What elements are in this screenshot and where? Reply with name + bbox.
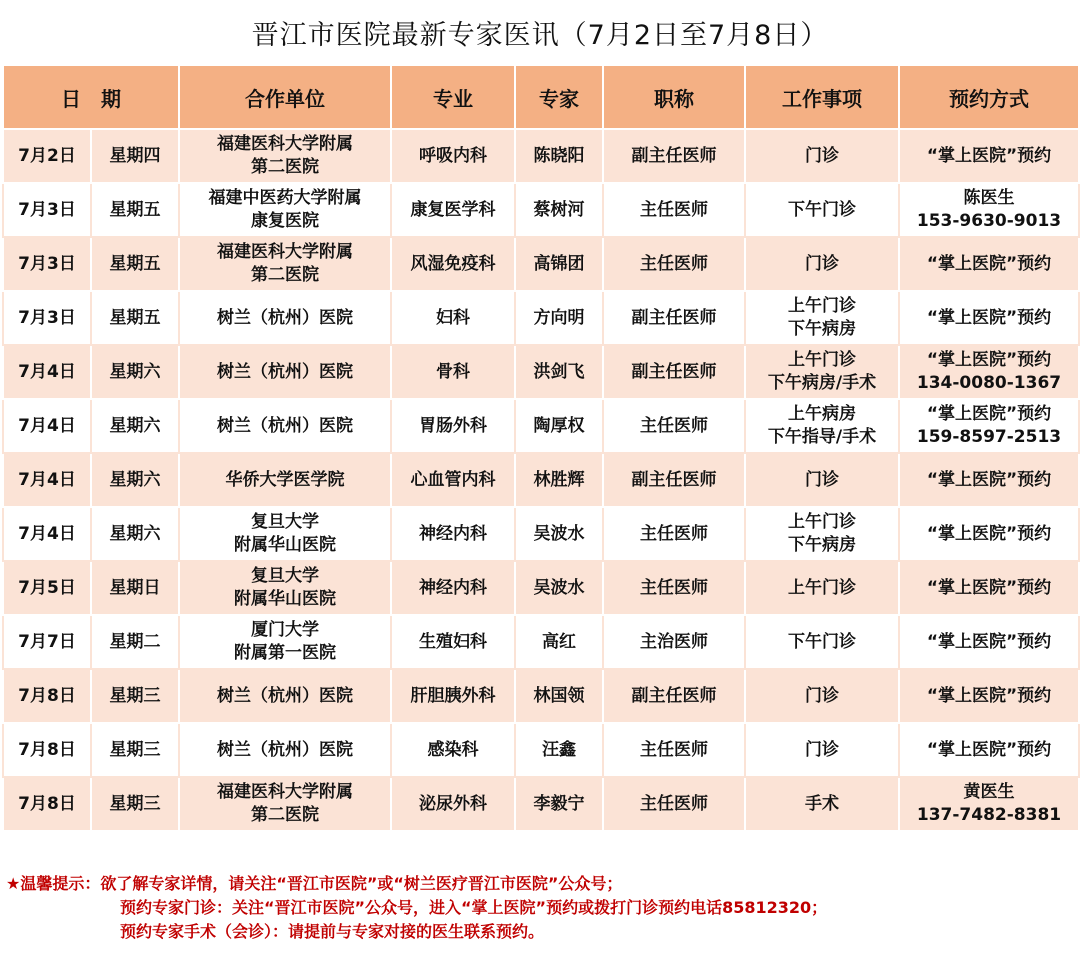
cell-unit-line: 华侨大学医学院 xyxy=(225,469,345,490)
cell-unit-line: 福建医科大学附属 xyxy=(217,134,353,154)
cell-title: 主任医师 xyxy=(603,777,745,831)
cell-task-line: 上午病房 xyxy=(788,404,856,424)
cell-booking-line: “掌上医院”预约 xyxy=(926,350,1052,370)
cell-title: 副主任医师 xyxy=(603,129,745,183)
cell-dept: 感染科 xyxy=(391,723,515,777)
cell-unit xyxy=(179,615,391,669)
cell-expert: 高锦团 xyxy=(515,237,603,291)
cell-unit xyxy=(179,237,391,291)
cell-unit-line: 第二医院 xyxy=(251,157,319,177)
cell-booking xyxy=(899,669,1079,723)
cell-unit-line: 厦门大学 xyxy=(251,620,319,640)
cell-task xyxy=(745,777,899,831)
cell-weekday: 星期六 xyxy=(91,345,179,399)
cell-task-line: 门诊 xyxy=(805,739,839,760)
table-row xyxy=(3,723,1079,777)
cell-task xyxy=(745,615,899,669)
cell-dept: 胃肠外科 xyxy=(391,399,515,453)
cell-expert: 吴波水 xyxy=(515,507,603,561)
cell-unit-line: 福建医科大学附属 xyxy=(217,242,353,262)
cell-title: 主任医师 xyxy=(603,183,745,237)
star-icon: ★ xyxy=(6,874,21,893)
cell-booking xyxy=(899,615,1079,669)
cell-unit xyxy=(179,723,391,777)
cell-dept: 骨科 xyxy=(391,345,515,399)
cell-booking xyxy=(899,129,1079,183)
cell-title: 主任医师 xyxy=(603,399,745,453)
cell-date: 7月8日 xyxy=(3,777,91,831)
cell-date: 7月8日 xyxy=(3,723,91,777)
cell-weekday: 星期六 xyxy=(91,507,179,561)
cell-expert: 陈晓阳 xyxy=(515,129,603,183)
cell-booking xyxy=(899,291,1079,345)
cell-task-line: 门诊 xyxy=(805,469,839,490)
cell-dept: 呼吸内科 xyxy=(391,129,515,183)
cell-unit-line: 附属华山医院 xyxy=(234,589,336,609)
cell-task xyxy=(745,129,899,183)
cell-task xyxy=(745,345,899,399)
cell-date: 7月5日 xyxy=(3,561,91,615)
cell-booking xyxy=(899,345,1079,399)
cell-expert: 吴波水 xyxy=(515,561,603,615)
cell-task-line: 下午病房/手术 xyxy=(767,373,877,393)
cell-date: 7月7日 xyxy=(3,615,91,669)
table-row xyxy=(3,291,1079,345)
cell-unit-line: 树兰（杭州）医院 xyxy=(217,685,353,706)
cell-dept: 泌尿外科 xyxy=(391,777,515,831)
cell-title: 主任医师 xyxy=(603,237,745,291)
table-row xyxy=(3,237,1079,291)
cell-booking-line: “掌上医院”预约 xyxy=(926,307,1052,328)
cell-task xyxy=(745,453,899,507)
cell-task xyxy=(745,507,899,561)
cell-unit-line: 附属华山医院 xyxy=(234,535,336,555)
cell-date: 7月3日 xyxy=(3,237,91,291)
cell-expert: 汪鑫 xyxy=(515,723,603,777)
cell-weekday: 星期六 xyxy=(91,399,179,453)
cell-unit-line: 附属第一医院 xyxy=(234,643,336,663)
cell-task-line: 上午门诊 xyxy=(788,350,856,370)
header-booking: 预约方式 xyxy=(899,65,1079,129)
cell-booking-line: “掌上医院”预约 xyxy=(926,523,1052,544)
cell-booking xyxy=(899,723,1079,777)
cell-booking-line: “掌上医院”预约 xyxy=(926,577,1052,598)
cell-booking-line: 137-7482-8381 xyxy=(916,805,1062,825)
cell-dept: 肝胆胰外科 xyxy=(391,669,515,723)
cell-task-line: 上午门诊 xyxy=(788,512,856,532)
header-dept: 专业 xyxy=(391,65,515,129)
cell-dept: 康复医学科 xyxy=(391,183,515,237)
cell-booking-line: 159-8597-2513 xyxy=(916,427,1062,447)
table-row xyxy=(3,669,1079,723)
cell-task xyxy=(745,399,899,453)
cell-booking xyxy=(899,507,1079,561)
cell-expert: 蔡树河 xyxy=(515,183,603,237)
table-row xyxy=(3,399,1079,453)
cell-title: 副主任医师 xyxy=(603,669,745,723)
cell-date: 7月4日 xyxy=(3,507,91,561)
cell-weekday: 星期三 xyxy=(91,669,179,723)
cell-unit xyxy=(179,561,391,615)
cell-task xyxy=(745,237,899,291)
cell-unit-line: 复旦大学 xyxy=(251,566,319,586)
cell-unit-line: 第二医院 xyxy=(251,265,319,285)
cell-dept: 风湿免疫科 xyxy=(391,237,515,291)
cell-title: 副主任医师 xyxy=(603,345,745,399)
cell-weekday: 星期五 xyxy=(91,291,179,345)
cell-booking xyxy=(899,561,1079,615)
cell-unit xyxy=(179,183,391,237)
footer-line-2: 预约专家门诊：关注“晋江市医院”公众号，进入“掌上医院”预约或拨打门诊预约电话85812320； xyxy=(120,898,828,917)
cell-title: 主治医师 xyxy=(603,615,745,669)
cell-title: 副主任医师 xyxy=(603,291,745,345)
cell-task-line: 下午门诊 xyxy=(788,199,856,220)
cell-dept: 神经内科 xyxy=(391,507,515,561)
cell-booking-line: “掌上医院”预约 xyxy=(926,739,1052,760)
header-unit: 合作单位 xyxy=(179,65,391,129)
header-task: 工作事项 xyxy=(745,65,899,129)
cell-weekday: 星期三 xyxy=(91,723,179,777)
cell-title: 主任医师 xyxy=(603,507,745,561)
table-header-row xyxy=(3,65,1079,129)
header-date: 日 期 xyxy=(3,65,179,129)
cell-unit-line: 康复医院 xyxy=(251,211,319,231)
cell-unit-line: 树兰（杭州）医院 xyxy=(217,361,353,382)
cell-unit-line: 复旦大学 xyxy=(251,512,319,532)
cell-date: 7月3日 xyxy=(3,183,91,237)
cell-task xyxy=(745,183,899,237)
cell-booking xyxy=(899,183,1079,237)
table-row xyxy=(3,129,1079,183)
cell-booking-line: 134-0080-1367 xyxy=(916,373,1062,393)
cell-task xyxy=(745,669,899,723)
cell-booking-line: 153-9630-9013 xyxy=(916,211,1062,231)
cell-task-line: 手术 xyxy=(805,793,839,814)
footer-line-1-text: 温馨提示：欲了解专家详情，请关注“晋江市医院”或“树兰医疗晋江市医院”公众号； xyxy=(20,874,623,893)
cell-unit xyxy=(179,129,391,183)
cell-booking xyxy=(899,777,1079,831)
cell-weekday: 星期四 xyxy=(91,129,179,183)
cell-task-line: 上午门诊 xyxy=(788,577,856,598)
cell-unit xyxy=(179,777,391,831)
cell-booking-line: “掌上医院”预约 xyxy=(926,631,1052,652)
page-title: 晋江市医院最新专家医讯（7月2日至7月8日） xyxy=(251,19,829,51)
cell-booking-line: “掌上医院”预约 xyxy=(926,469,1052,490)
table-row xyxy=(3,615,1079,669)
cell-date: 7月4日 xyxy=(3,345,91,399)
cell-task-line: 下午病房 xyxy=(788,319,856,339)
cell-expert: 洪剑飞 xyxy=(515,345,603,399)
cell-unit xyxy=(179,345,391,399)
cell-booking-line: “掌上医院”预约 xyxy=(926,685,1052,706)
cell-booking xyxy=(899,399,1079,453)
cell-dept: 生殖妇科 xyxy=(391,615,515,669)
cell-task-line: 下午指导/手术 xyxy=(767,427,877,447)
cell-unit xyxy=(179,291,391,345)
cell-dept: 心血管内科 xyxy=(391,453,515,507)
cell-weekday: 星期二 xyxy=(91,615,179,669)
cell-expert: 方向明 xyxy=(515,291,603,345)
cell-expert: 林国领 xyxy=(515,669,603,723)
cell-task-line: 上午门诊 xyxy=(788,296,856,316)
cell-unit xyxy=(179,399,391,453)
table-row xyxy=(3,453,1079,507)
cell-booking-line: 陈医生 xyxy=(963,188,1015,208)
cell-booking-line: “掌上医院”预约 xyxy=(926,404,1052,424)
cell-task-line: 门诊 xyxy=(805,685,839,706)
cell-expert: 李毅宁 xyxy=(515,777,603,831)
cell-weekday: 星期日 xyxy=(91,561,179,615)
expert-schedule-table xyxy=(2,64,1080,832)
table-row xyxy=(3,777,1079,831)
cell-task xyxy=(745,291,899,345)
cell-unit xyxy=(179,669,391,723)
cell-task xyxy=(745,723,899,777)
table-row xyxy=(3,345,1079,399)
cell-unit-line: 树兰（杭州）医院 xyxy=(217,307,353,328)
cell-unit-line: 树兰（杭州）医院 xyxy=(217,415,353,436)
table-body xyxy=(3,129,1079,831)
cell-booking-line: “掌上医院”预约 xyxy=(926,253,1052,274)
cell-weekday: 星期五 xyxy=(91,183,179,237)
cell-unit-line: 福建中医药大学附属 xyxy=(208,188,362,208)
footer-line-1 xyxy=(4,872,1076,896)
cell-expert: 林胜辉 xyxy=(515,453,603,507)
cell-date: 7月4日 xyxy=(3,453,91,507)
cell-date: 7月8日 xyxy=(3,669,91,723)
cell-weekday: 星期五 xyxy=(91,237,179,291)
cell-booking xyxy=(899,237,1079,291)
table-row xyxy=(3,561,1079,615)
cell-task-line: 门诊 xyxy=(805,145,839,166)
cell-weekday: 星期六 xyxy=(91,453,179,507)
cell-unit-line: 树兰（杭州）医院 xyxy=(217,739,353,760)
cell-task-line: 下午门诊 xyxy=(788,631,856,652)
cell-date: 7月3日 xyxy=(3,291,91,345)
cell-expert: 高红 xyxy=(515,615,603,669)
cell-unit-line: 第二医院 xyxy=(251,805,319,825)
cell-date: 7月2日 xyxy=(3,129,91,183)
cell-unit xyxy=(179,507,391,561)
cell-expert: 陶厚权 xyxy=(515,399,603,453)
cell-title: 副主任医师 xyxy=(603,453,745,507)
cell-task-line: 门诊 xyxy=(805,253,839,274)
cell-title: 主任医师 xyxy=(603,723,745,777)
footer-line-3: 预约专家手术（会诊）：请提前与专家对接的医生联系预约。 xyxy=(120,922,545,941)
cell-unit xyxy=(179,453,391,507)
cell-booking-line: 黄医生 xyxy=(963,782,1015,802)
header-title: 职称 xyxy=(603,65,745,129)
table-row xyxy=(3,507,1079,561)
footer-notes xyxy=(4,872,1076,954)
cell-title: 主任医师 xyxy=(603,561,745,615)
table-row xyxy=(3,183,1079,237)
cell-booking xyxy=(899,453,1079,507)
cell-booking-line: “掌上医院”预约 xyxy=(926,145,1052,166)
cell-task-line: 下午病房 xyxy=(788,535,856,555)
cell-unit-line: 福建医科大学附属 xyxy=(217,782,353,802)
cell-task xyxy=(745,561,899,615)
cell-date: 7月4日 xyxy=(3,399,91,453)
header-expert: 专家 xyxy=(515,65,603,129)
cell-dept: 神经内科 xyxy=(391,561,515,615)
cell-weekday: 星期三 xyxy=(91,777,179,831)
cell-dept: 妇科 xyxy=(391,291,515,345)
